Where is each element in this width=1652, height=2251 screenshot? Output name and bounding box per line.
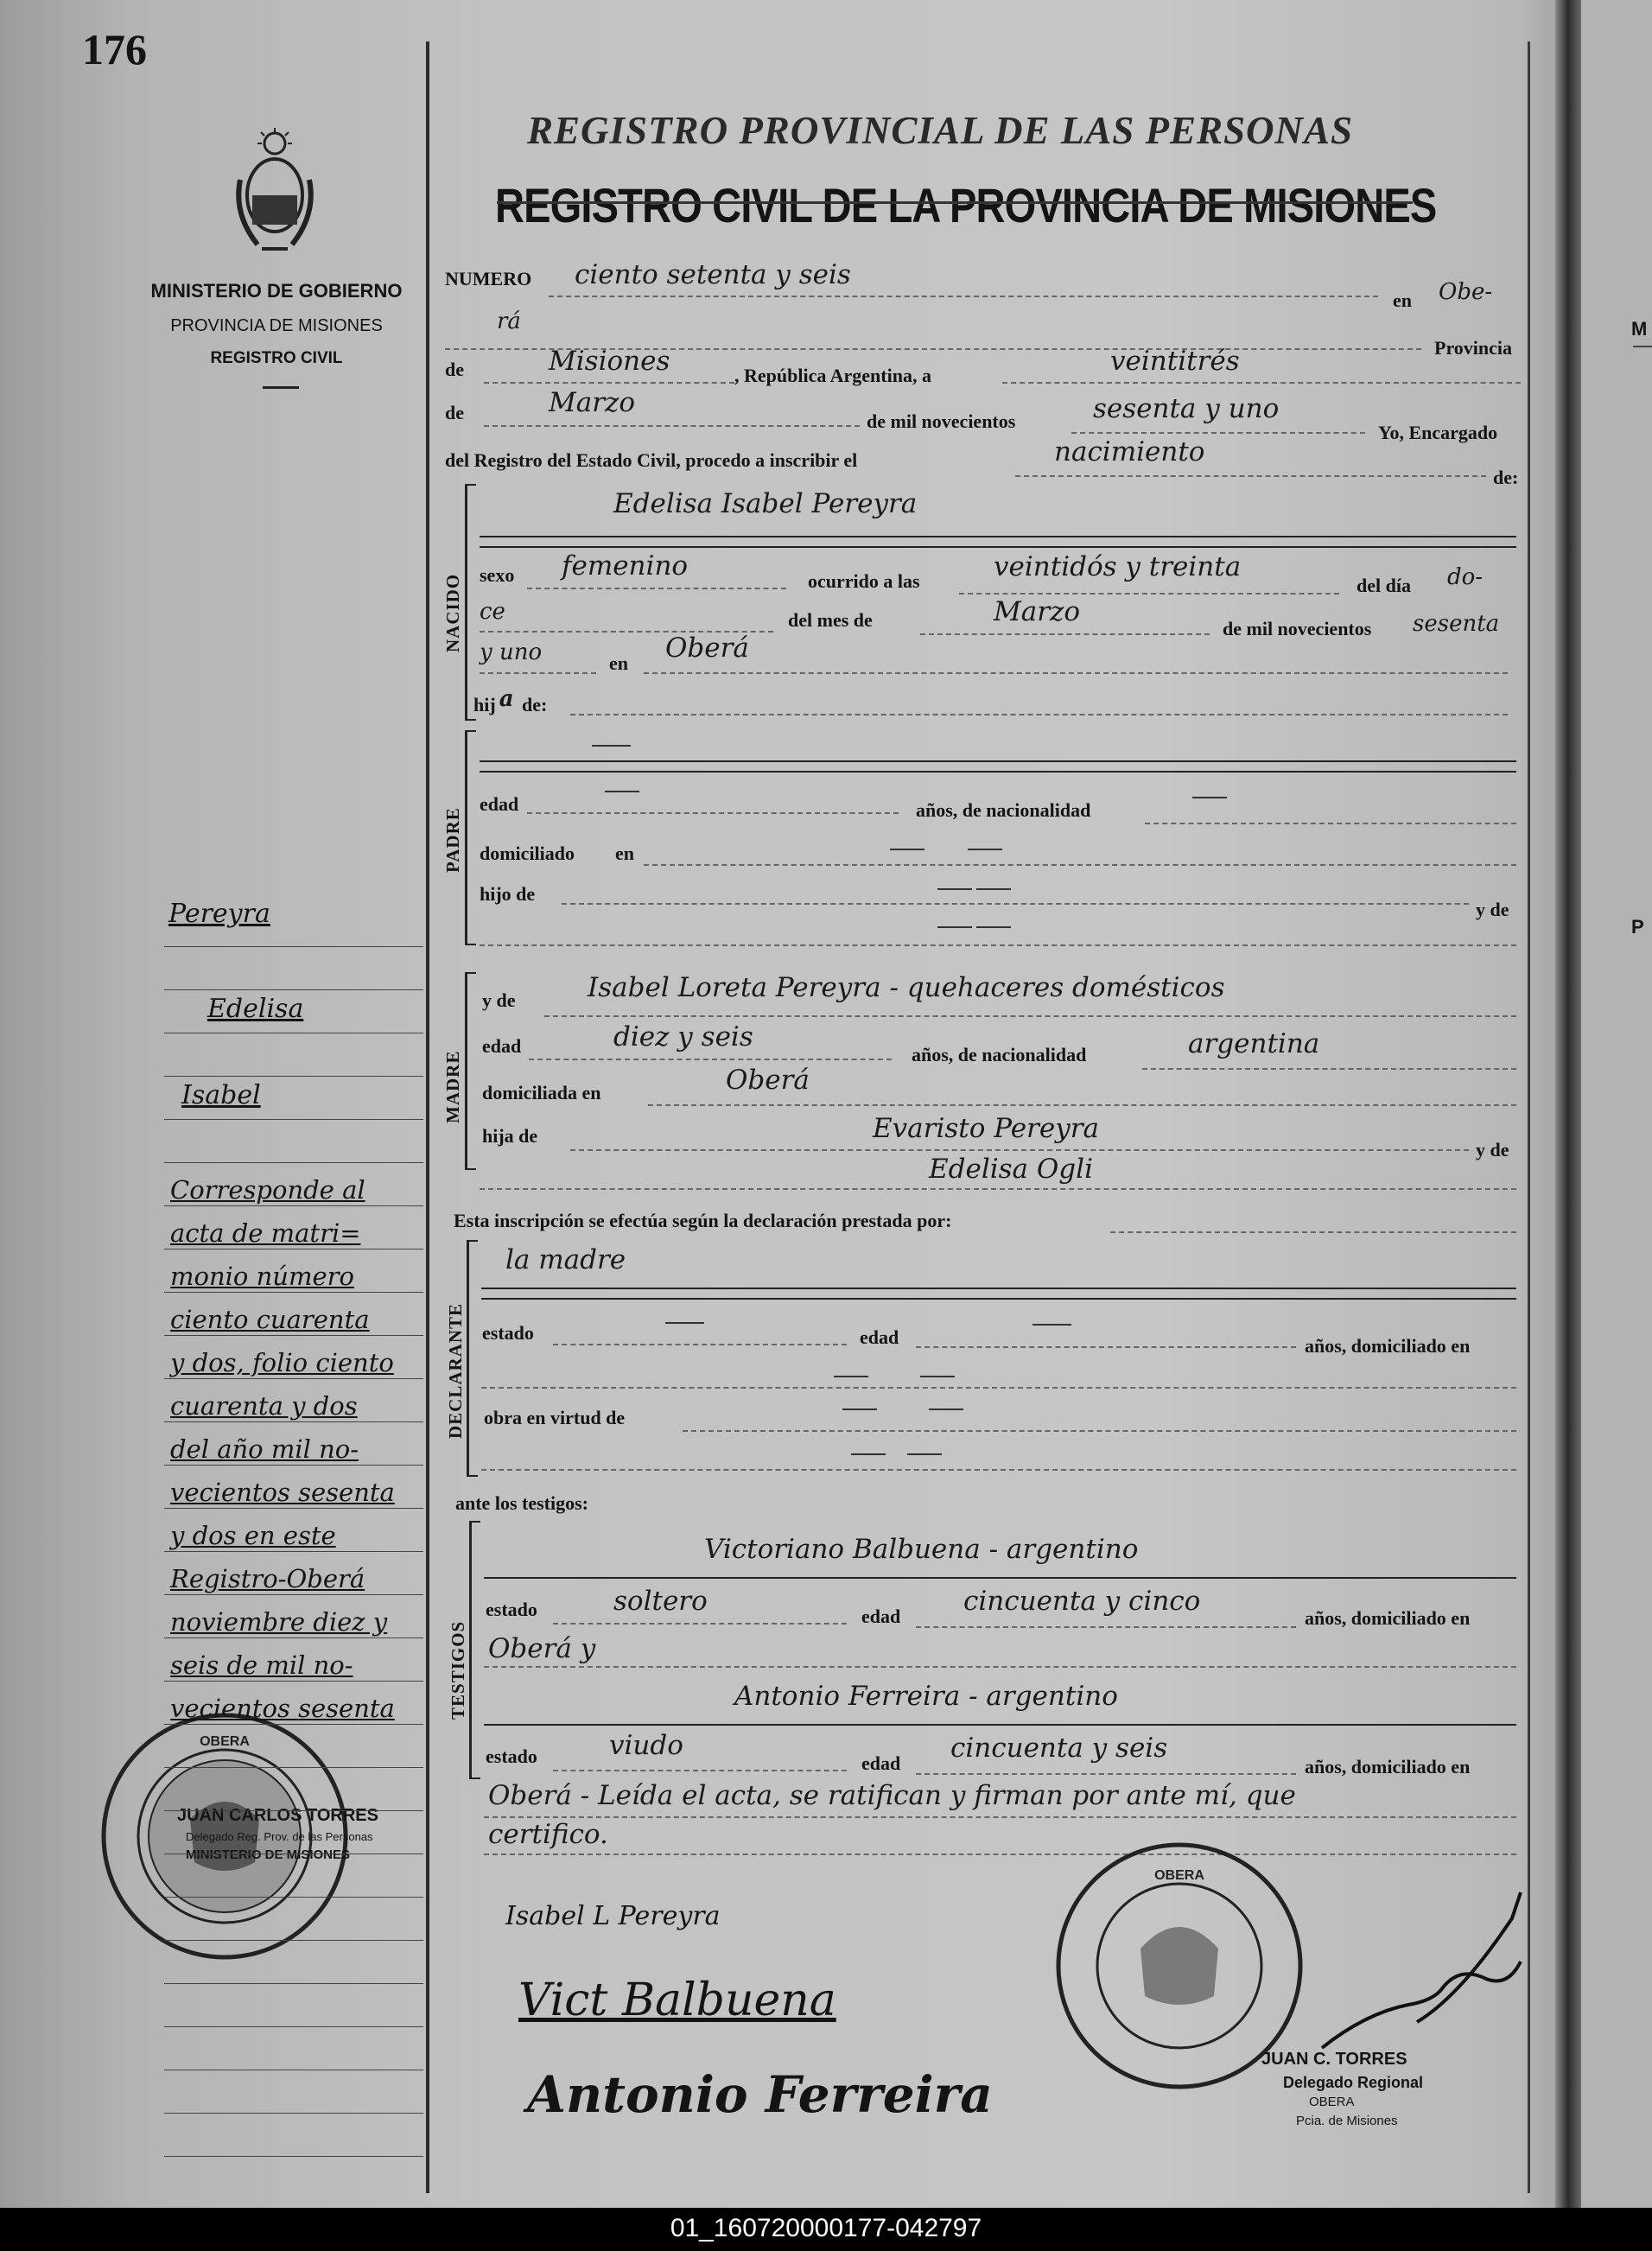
label-edad: edad [861, 1752, 901, 1774]
fill-line [480, 546, 1516, 548]
margin-note-line: seis de mil no- [170, 1650, 353, 1680]
label-provincia: Provincia [1434, 337, 1513, 359]
nacido-nombre: Edelisa Isabel Pereyra [613, 488, 918, 519]
fill-line [527, 812, 899, 814]
fill-line [481, 1298, 1516, 1300]
hija-sufijo: a [499, 686, 514, 712]
margin-ruled-line [164, 1378, 423, 1379]
label-obra: obra en virtud de [484, 1407, 626, 1428]
label-estado: estado [486, 1599, 537, 1620]
margin-note-line: y dos en este [170, 1521, 336, 1550]
margin-note-line: cuarenta y dos [170, 1391, 358, 1421]
margin-note-line: monio número [170, 1262, 354, 1291]
label-nacionalidad: años, de nacionalidad [916, 799, 1091, 821]
nacido-anio-2: y uno [480, 639, 543, 665]
fill-line [1071, 432, 1365, 434]
blank-dash [976, 926, 1011, 928]
form-title: REGISTRO CIVIL DE LA PROVINCIA DE MISIONES [495, 178, 1437, 232]
margin-ruled-line [164, 1637, 423, 1638]
fill-line [570, 1149, 1469, 1151]
blank-dash [976, 888, 1011, 890]
label-anios-domicilio: años, domiciliado en [1305, 1335, 1471, 1357]
margin-note-line: noviembre diez y [170, 1607, 388, 1637]
margin-ruled-line [164, 989, 423, 990]
fill-line [1002, 382, 1521, 384]
book-gutter [1555, 0, 1581, 2208]
blank-dash [929, 1408, 963, 1410]
ministry-name: MINISTERIO DE GOBIERNO [150, 280, 403, 302]
margin-ruled-line [164, 1292, 423, 1293]
fill-line [644, 864, 1516, 866]
sello-provincia: Pcia. de Misiones [1296, 2114, 1398, 2128]
acta-numero: ciento setenta y seis [575, 259, 851, 290]
margin-ruled-line [164, 1421, 423, 1422]
margin-ruled-line [164, 2026, 423, 2027]
label-y-de: y de [1476, 899, 1509, 920]
fill-line [484, 1854, 1516, 1855]
tipo-inscripcion: nacimiento [1054, 436, 1205, 467]
fill-line [1145, 823, 1516, 824]
margin-ruled-line [164, 2113, 423, 2114]
label-de: de: [1493, 467, 1519, 488]
margin-note-line: vecientos sesenta [170, 1478, 395, 1507]
fill-line [481, 1469, 1516, 1471]
fill-line [959, 593, 1339, 595]
label-mil-novecientos: de mil novecientos [1223, 618, 1372, 639]
nacido-lugar: Oberá [665, 633, 749, 664]
firma-madre: Isabel L Pereyra [505, 1901, 721, 1931]
testigo1-domicilio: Oberá y [488, 1633, 596, 1664]
section-bracket [467, 1240, 478, 1477]
section-label-madre: MADRE [442, 1050, 463, 1123]
label-numero: NUMERO [445, 268, 532, 289]
fill-line [1015, 475, 1486, 477]
blank-dash [920, 1376, 955, 1377]
fill-line [481, 1387, 1516, 1389]
blank-dash [851, 1453, 886, 1455]
label-mil-novecientos: de mil novecientos [867, 410, 1016, 432]
nacido-hora: veintidós y treinta [994, 551, 1242, 582]
fill-line [916, 1773, 1296, 1775]
margin-note-line: vecientos sesenta [170, 1694, 395, 1723]
blank-dash [1032, 1324, 1071, 1326]
fill-line [1142, 1068, 1516, 1070]
madre-nombre: Isabel Loreta Pereyra - quehaceres domésticos [588, 972, 1225, 1003]
margin-ruled-line [164, 1162, 423, 1163]
fill-line [553, 1770, 847, 1771]
label-en: en [615, 843, 634, 864]
blank-dash [842, 1408, 877, 1410]
fecha-anio: sesenta y uno [1093, 393, 1280, 424]
madre-domicilio: Oberá [726, 1065, 810, 1096]
cierre-linea-2: certifico. [488, 1819, 608, 1850]
sello-cargo: Delegado Regional [1283, 2074, 1424, 2091]
lugar-part-2: rá [497, 308, 521, 334]
label-hija-de: hija de [482, 1125, 538, 1147]
label-declaracion: Esta inscripción se efectúa según la declaración prestada por: [454, 1210, 952, 1231]
label-de: de [445, 402, 464, 423]
label-en: en [1393, 289, 1412, 311]
fill-line [484, 1724, 1516, 1726]
cierre-linea-1: Oberá - Leída el acta, se ratifican y firman por ante mí, que [488, 1780, 1296, 1811]
blank-dash [834, 1376, 868, 1377]
margin-ruled-line [164, 2156, 423, 2157]
margin-ruled-line [164, 1508, 423, 1509]
svg-text:OBERA: OBERA [200, 1734, 250, 1749]
section-label-declarante: DECLARANTE [445, 1302, 466, 1439]
label-registro: del Registro del Estado Civil, procedo a inscribir el [445, 449, 858, 471]
label-hijo-de: hijo de [480, 883, 536, 905]
label-domiciliada: domiciliada en [482, 1082, 601, 1103]
blank-dash [890, 849, 924, 850]
label-republica: , República Argentina, a [734, 365, 931, 386]
adjacent-page-line [1633, 346, 1652, 347]
fill-line [480, 760, 1516, 762]
testigo1-nombre: Victoriano Balbuena - argentino [704, 1534, 1139, 1565]
margin-ruled-line [164, 1897, 423, 1898]
section-bracket [465, 730, 476, 945]
label-de: de [445, 359, 464, 380]
label-testigos: ante los testigos: [455, 1492, 588, 1514]
margin-rule [426, 41, 429, 2193]
label-estado: estado [482, 1322, 534, 1344]
fill-line [484, 425, 860, 427]
page-number: 176 [82, 25, 147, 73]
fill-line [484, 1577, 1516, 1579]
fill-line [920, 633, 1210, 635]
fill-line [480, 944, 1516, 946]
svg-text:OBERA: OBERA [1154, 1868, 1204, 1883]
fill-line [484, 382, 734, 384]
fill-line [480, 672, 596, 674]
label-nacionalidad: años, de nacionalidad [912, 1044, 1087, 1065]
testigo2-estado: viudo [609, 1730, 683, 1761]
fecha-mes: Marzo [549, 387, 636, 418]
fill-line [484, 1816, 1516, 1818]
fill-line [527, 588, 786, 589]
divider [263, 386, 299, 389]
right-rule [1528, 41, 1530, 2193]
nacido-sexo: femenino [562, 550, 689, 582]
label-ocurrido: ocurrido a las [808, 570, 920, 592]
fill-line [529, 1059, 892, 1060]
blank-dash [665, 1322, 704, 1324]
margin-ruled-line [164, 1810, 423, 1811]
sello-lugar: OBERA [1309, 2095, 1355, 2109]
fill-line [1110, 1231, 1516, 1233]
section-label-testigos: TESTIGOS [448, 1620, 468, 1720]
margin-note-line: Corresponde al [170, 1175, 365, 1205]
label-estado: estado [486, 1745, 537, 1767]
sello-nombre: JUAN CARLOS TORRES [177, 1806, 378, 1825]
label-edad: edad [860, 1326, 899, 1348]
blank-dash [605, 791, 639, 792]
label-hija: hij a de: [473, 686, 548, 715]
fill-line [481, 1288, 1516, 1289]
fill-line [916, 1346, 1296, 1348]
label-del-dia: del día [1357, 575, 1411, 596]
blank-dash [968, 849, 1002, 850]
sello-ministerio: MINISTERIO DE MISIONES [186, 1847, 351, 1862]
margin-ruled-line [164, 1983, 423, 1984]
fill-line [549, 296, 1378, 297]
testigo1-estado: soltero [613, 1586, 708, 1617]
adjacent-page-edge [1581, 0, 1652, 2208]
margin-ruled-line [164, 1724, 423, 1725]
adjacent-page-letter: P [1631, 916, 1644, 938]
section-bracket [469, 1521, 480, 1779]
margin-note-line: y dos, folio ciento [170, 1348, 394, 1377]
blank-dash [592, 745, 631, 747]
province-name: PROVINCIA DE MISIONES [170, 316, 383, 335]
label-mes: del mes de [788, 609, 873, 631]
office-name: REGISTRO CIVIL [210, 349, 343, 367]
margin-ruled-line [164, 1594, 423, 1595]
nacido-dia-2: ce [480, 599, 505, 625]
firma-testigo-1: Vict Balbuena [518, 1974, 836, 2026]
label-en: en [609, 652, 628, 674]
section-bracket [465, 972, 476, 1170]
label-domiciliado: domiciliado [480, 843, 575, 864]
label-edad: edad [482, 1035, 522, 1057]
firma-testigo-2: Antonio Ferreira [527, 2065, 993, 2124]
margin-note-line: del año mil no- [170, 1434, 359, 1464]
margin-ruled-line [164, 946, 423, 947]
image-caption: 01_160720000177-042797 [670, 2214, 982, 2242]
label-sexo: sexo [480, 564, 515, 586]
label-yo-encargado: Yo, Encargado [1378, 422, 1498, 443]
fill-line [480, 1188, 1516, 1190]
adjacent-page-letter: M [1631, 318, 1648, 340]
margin-ruled-line [164, 1465, 423, 1466]
title-strikethrough [497, 201, 1413, 204]
testigo2-nombre: Antonio Ferreira - argentino [734, 1681, 1118, 1712]
declarante-valor: la madre [505, 1244, 626, 1275]
margin-ruled-line [164, 1681, 423, 1682]
blank-dash [907, 1453, 942, 1455]
firma-encargado-icon [1313, 1884, 1529, 2074]
fill-line [553, 1623, 847, 1625]
margin-ruled-line [164, 1205, 423, 1206]
fill-line [544, 1015, 1516, 1017]
nacido-anio-1: sesenta [1413, 611, 1500, 637]
section-bracket [465, 484, 476, 721]
provincia-nombre: Misiones [549, 346, 670, 377]
fill-line [648, 1104, 1516, 1106]
testigo2-edad: cincuenta y seis [950, 1733, 1168, 1764]
madre-nacionalidad: argentina [1188, 1028, 1320, 1059]
fill-line [553, 1344, 847, 1345]
margin-ruled-line [164, 1767, 423, 1768]
label-anios-domicilio: años, domiciliado en [1305, 1607, 1471, 1629]
fill-line [644, 672, 1508, 674]
fill-line [484, 1666, 1516, 1668]
testigo1-edad: cincuenta y cinco [963, 1586, 1201, 1617]
margin-ruled-line [164, 1335, 423, 1336]
nacido-mes: Marzo [994, 596, 1081, 627]
fill-line [683, 1430, 1516, 1432]
margin-note-line: acta de matri= [170, 1218, 361, 1248]
margin-note-line: ciento cuarenta [170, 1305, 370, 1334]
fill-line [916, 1626, 1296, 1628]
margin-ruled-line [164, 1119, 423, 1120]
margin-nombre-1: Edelisa [207, 994, 304, 1024]
blank-dash [937, 926, 972, 928]
section-label-nacido: NACIDO [442, 573, 463, 652]
sello-nombre: JUAN C. TORRES [1261, 2050, 1407, 2069]
sello-cargo: Delegado Reg. Prov. de las Personas [186, 1830, 373, 1843]
nacido-dia-1: do- [1447, 564, 1484, 590]
label-anios-domicilio: años, domiciliado en [1305, 1756, 1471, 1777]
madre-padre: Evaristo Pereyra [873, 1113, 1100, 1144]
section-label-padre: PADRE [442, 807, 463, 873]
label-y-de: y de [482, 989, 516, 1011]
madre-edad: diez y seis [613, 1021, 753, 1052]
label-edad: edad [480, 793, 519, 815]
margin-note-line: Registro-Oberá [170, 1564, 365, 1593]
fill-line [562, 903, 1469, 905]
margin-apellido: Pereyra [168, 899, 270, 929]
blank-dash [1192, 797, 1227, 798]
margin-nombre-2: Isabel [181, 1080, 261, 1110]
madre-madre: Edelisa Ogli [929, 1154, 1093, 1185]
fill-line [480, 536, 1516, 537]
margin-ruled-line [164, 1551, 423, 1552]
margin-ruled-line [164, 1076, 423, 1077]
label-y-de: y de [1476, 1139, 1509, 1160]
fecha-dia: veintitrés [1110, 346, 1240, 377]
lugar-part-1: Obe- [1439, 279, 1493, 305]
stamp-registro-provincial: REGISTRO PROVINCIAL DE LAS PERSONAS [527, 109, 1354, 152]
coat-of-arms-icon [232, 128, 318, 258]
label-edad: edad [861, 1606, 901, 1627]
blank-dash [937, 888, 972, 890]
fill-line [570, 714, 1508, 715]
margin-ruled-line [164, 1940, 423, 1941]
fill-line [480, 771, 1516, 773]
